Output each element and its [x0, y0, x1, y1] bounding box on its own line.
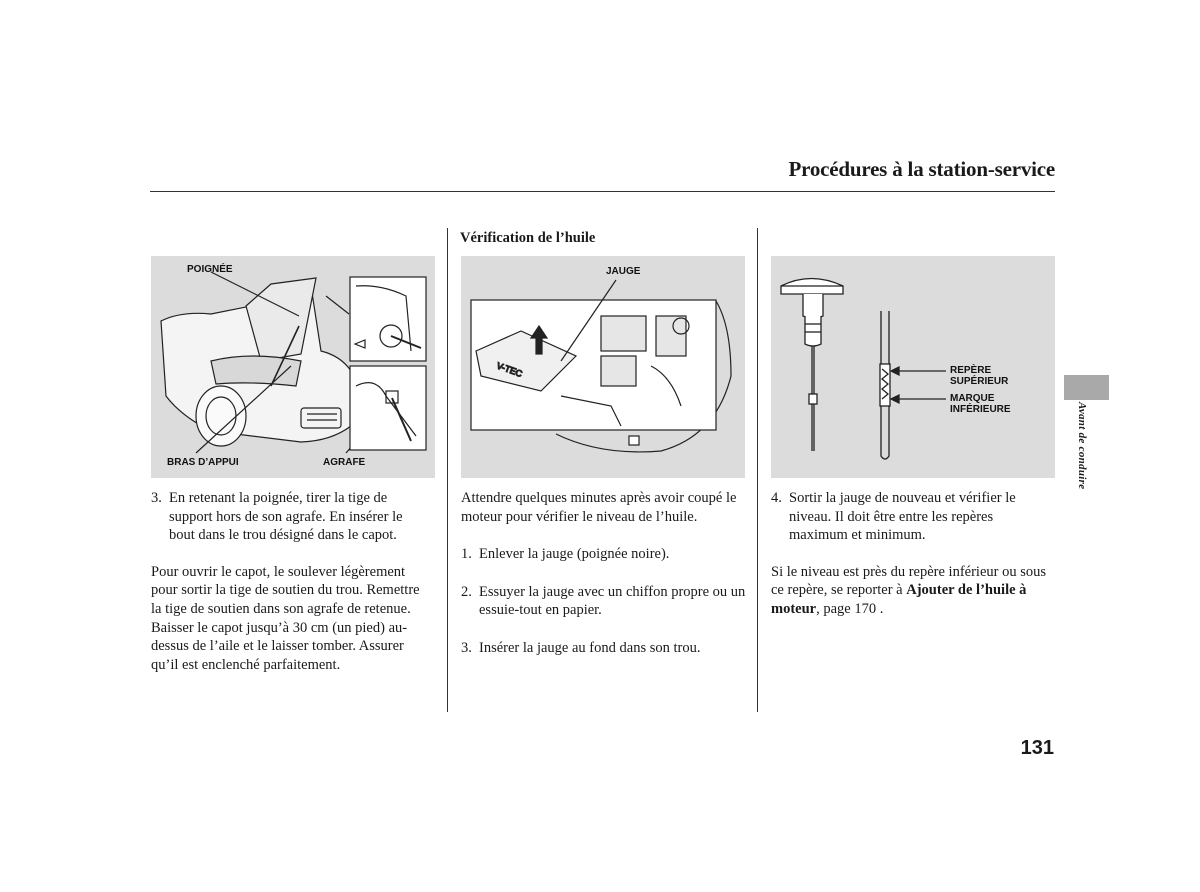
intro-paragraph: Attendre quelques minutes après avoir coupé le moteur pour vérifier le niveau de l’huile. — [461, 490, 737, 525]
step-3 — [461, 639, 747, 658]
engine-bay-figure — [461, 256, 745, 478]
svg-text:V-TEC: V-TEC — [495, 360, 524, 379]
label-lower-mark-line2: INFÉRIEURE — [950, 404, 1011, 415]
hood-support-figure — [151, 256, 435, 478]
label-upper-mark-line2: SUPÉRIEUR — [950, 376, 1009, 387]
column-2-text — [461, 489, 747, 658]
section-tab-marker — [1064, 375, 1109, 400]
paragraph-prefix: Si le niveau est près du repère inférieur ou sous ce repère, se reporter à — [771, 563, 1047, 599]
low-level-paragraph — [771, 563, 1051, 619]
step-number: 4. — [771, 490, 782, 506]
column-divider-right — [757, 228, 758, 712]
step-number: 3. — [461, 639, 472, 656]
step-number: 3. — [151, 490, 162, 506]
label-clip: AGRAFE — [323, 457, 366, 468]
step-number: 2. — [461, 583, 472, 600]
column-divider-left — [447, 228, 448, 712]
page-title: Procédures à la station-service — [788, 157, 1055, 181]
engine-bay-illustration — [461, 256, 745, 478]
step-2 — [461, 583, 747, 620]
hood-closing-paragraph: Pour ouvrir le capot, le soulever légèrement pour sortir la tige de soutien du trou. Remettre la tige de soutien dans son agrafe de retenue. Baisser le capot jusqu’à 30 cm (un pied) au-dessus de l’aile et le laisser tomber. Assurer qu’il est enclenché parfaitement. — [151, 563, 420, 673]
column-1-text — [151, 489, 431, 674]
header-rule — [150, 191, 1055, 192]
page-number: 131 — [1020, 737, 1054, 759]
cross-reference-link[interactable]: Ajouter de l’huile à moteur — [771, 582, 1027, 617]
section-tab-label: Avant de conduire — [1076, 402, 1088, 490]
step-text: Essuyer la jauge avec un chiffon propre ou un essuie-tout en papier. — [479, 583, 746, 619]
label-lower-mark — [950, 393, 1011, 415]
step-4 — [771, 489, 1051, 545]
column-3-text — [771, 489, 1051, 619]
step-text: En retenant la poignée, tirer la tige de support hors de son agrafe. En insérer le bout dans le trou désigné dans le capot. — [169, 490, 403, 544]
step-text: Enlever la jauge (poignée noire). — [479, 546, 670, 563]
label-lower-mark-line1: MARQUE — [950, 393, 995, 404]
paragraph-suffix: , page 170 . — [816, 600, 884, 617]
step-text: Sortir la jauge de nouveau et vérifier le niveau. Il doit être entre les repères maximum et minimum. — [789, 490, 1016, 544]
step-3-support-rod — [151, 489, 431, 545]
label-handle: POIGNÉE — [187, 264, 233, 275]
step-text: Insérer la jauge au fond dans son trou. — [479, 639, 701, 656]
label-dipstick: JAUGE — [606, 266, 641, 277]
label-upper-mark-line1: REPÈRE — [950, 365, 992, 376]
step-1 — [461, 545, 747, 564]
section-heading: Vérification de l’huile — [460, 230, 596, 246]
dipstick-figure — [771, 256, 1055, 478]
step-number: 1. — [461, 546, 472, 563]
dipstick-illustration — [771, 256, 1055, 478]
label-upper-mark — [950, 365, 1008, 387]
label-support-arm: BRAS D’APPUI — [167, 457, 239, 468]
hood-support-illustration — [151, 256, 435, 478]
